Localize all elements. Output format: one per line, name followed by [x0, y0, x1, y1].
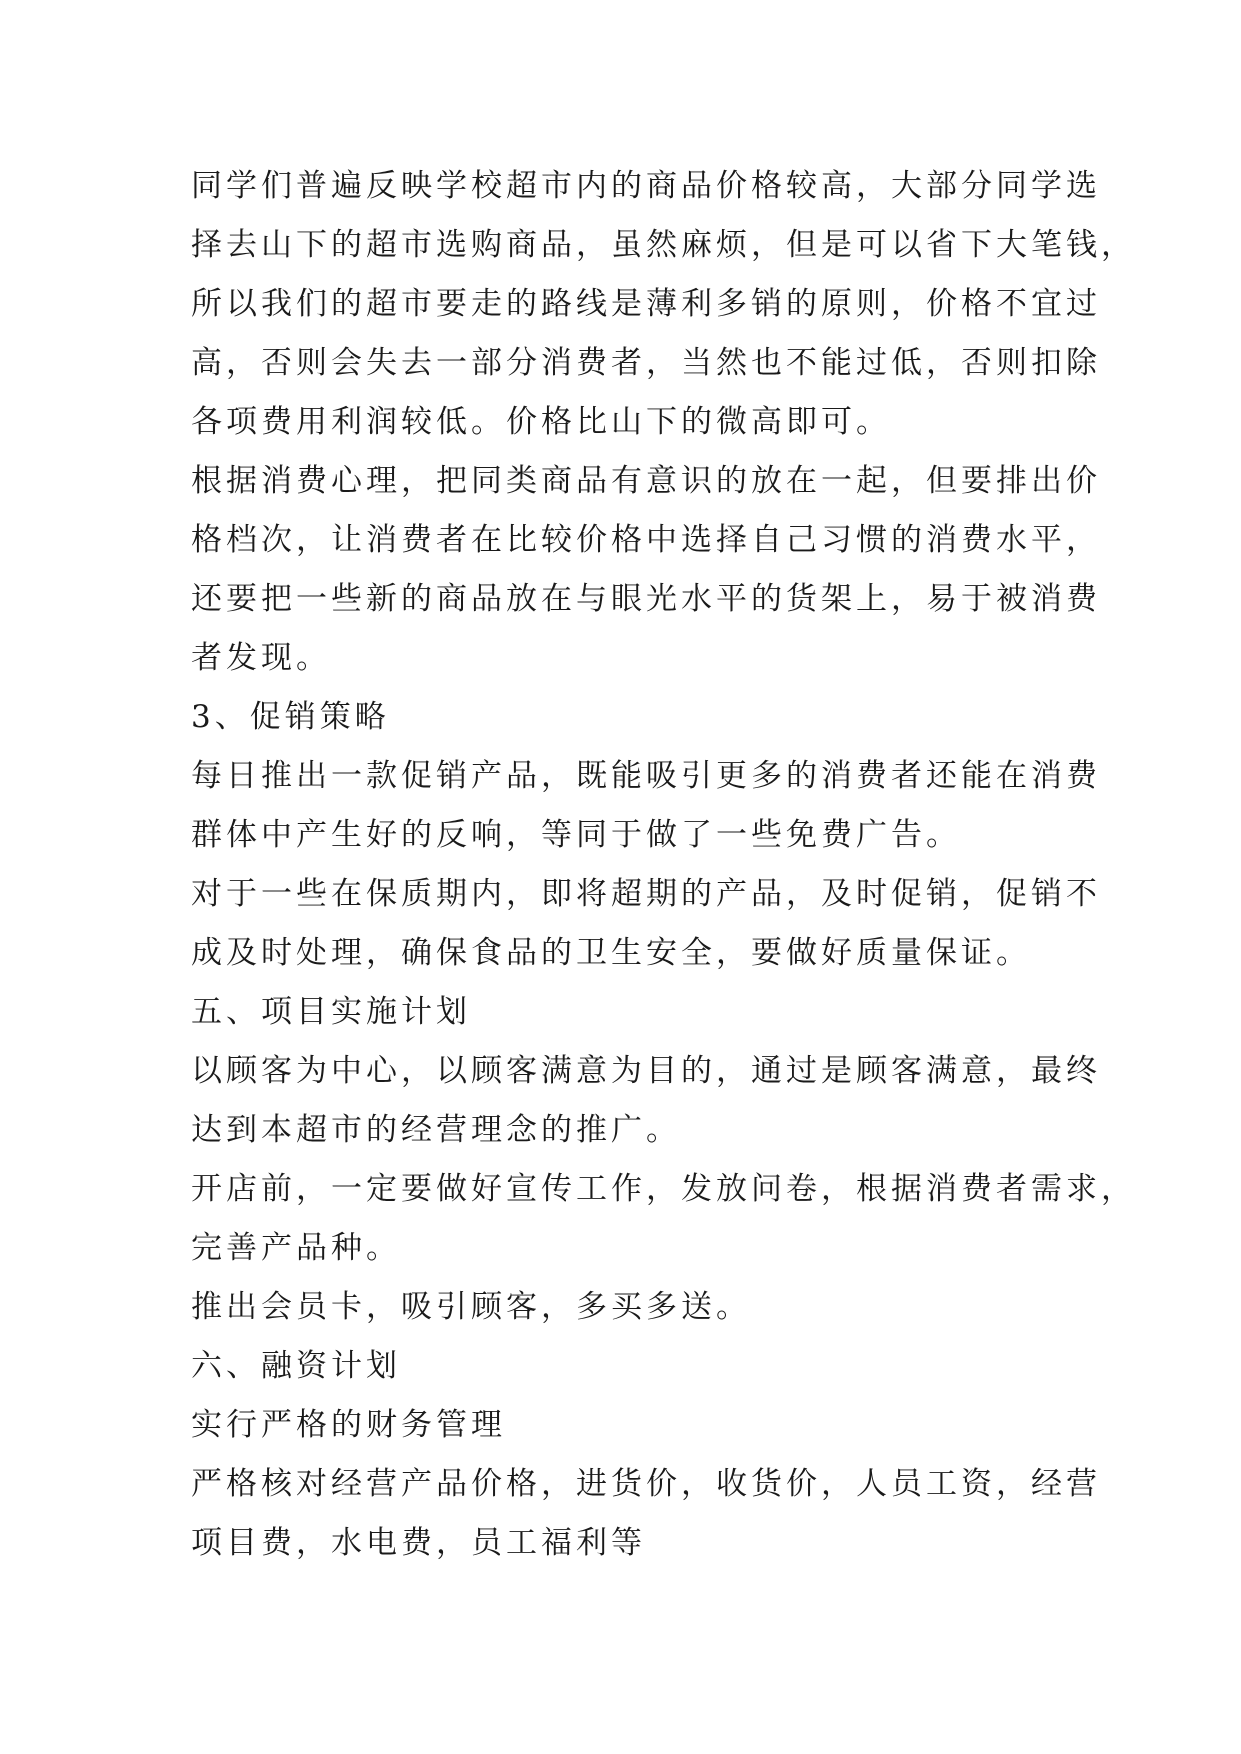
text-line: 开店前，一定要做好宣传工作，发放问卷，根据消费者需求， — [191, 1171, 1136, 1207]
text-line: 达到本超市的经营理念的推广。 — [191, 1112, 681, 1148]
text-line: 每日推出一款促销产品，既能吸引更多的消费者还能在消费 — [191, 758, 1101, 794]
text-line: 群体中产生好的反响，等同于做了一些免费广告。 — [191, 817, 961, 853]
section-heading: 六、融资计划 — [191, 1348, 401, 1384]
text-line: 以顾客为中心，以顾客满意为目的，通过是顾客满意，最终 — [191, 1053, 1101, 1089]
text-line: 还要把一些新的商品放在与眼光水平的货架上，易于被消费 — [191, 581, 1101, 617]
text-line: 项目费，水电费，员工福利等 — [191, 1525, 646, 1561]
text-line: 格档次，让消费者在比较价格中选择自己习惯的消费水平， — [191, 522, 1101, 558]
text-line: 严格核对经营产品价格，进货价，收货价，人员工资，经营 — [191, 1466, 1101, 1502]
text-line: 各项费用利润较低。价格比山下的微高即可。 — [191, 404, 891, 440]
text-line: 推出会员卡，吸引顾客，多买多送。 — [191, 1289, 751, 1325]
text-line: 成及时处理，确保食品的卫生安全，要做好质量保证。 — [191, 935, 1031, 971]
text-line: 同学们普遍反映学校超市内的商品价格较高，大部分同学选 — [191, 168, 1101, 204]
text-line: 对于一些在保质期内，即将超期的产品，及时促销，促销不 — [191, 876, 1101, 912]
text-line: 高，否则会失去一部分消费者，当然也不能过低，否则扣除 — [191, 345, 1101, 381]
section-heading: 3、促销策略 — [191, 699, 390, 735]
section-heading: 五、项目实施计划 — [191, 994, 471, 1030]
text-line: 者发现。 — [191, 640, 331, 676]
document-body — [191, 157, 1136, 1573]
text-line: 所以我们的超市要走的路线是薄利多销的原则，价格不宜过 — [191, 286, 1101, 322]
text-line: 根据消费心理，把同类商品有意识的放在一起，但要排出价 — [191, 463, 1101, 499]
text-line: 实行严格的财务管理 — [191, 1407, 506, 1443]
text-line: 择去山下的超市选购商品，虽然麻烦，但是可以省下大笔钱， — [191, 227, 1136, 263]
text-line: 完善产品种。 — [191, 1230, 401, 1266]
